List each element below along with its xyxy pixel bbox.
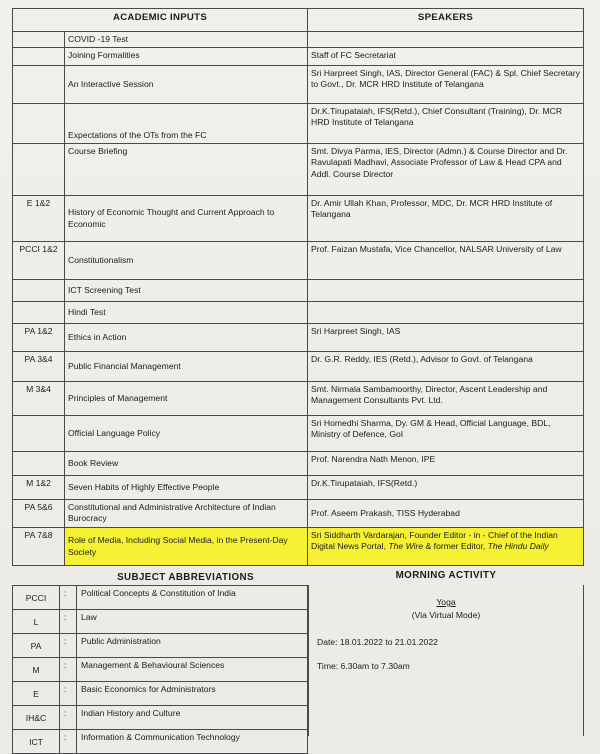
session-speaker: Dr. G.R. Reddy, IES (Retd.), Advisor to Govt. of Telangana [308, 352, 584, 382]
table-row [13, 634, 308, 658]
speaker-text-joiner: & former Editor, [423, 541, 488, 552]
session-topic: Ethics in Action [65, 324, 308, 352]
session-code: PA 5&6 [13, 500, 65, 528]
speakers-header: SPEAKERS [308, 9, 584, 32]
session-topic: Official Language Policy [65, 416, 308, 452]
table-row [13, 144, 584, 196]
speaker-text: Sri Siddharth Vardarajan, Founder Editor - in - Chief of the Indian Digital News Portal, [311, 530, 558, 552]
session-speaker-highlighted [308, 528, 584, 566]
sessions-table [12, 8, 584, 566]
session-topic: Expectations of the OTs from the FC [65, 104, 308, 144]
session-topic: COVID -19 Test [65, 31, 308, 47]
abbr-code: PCCI [13, 586, 60, 610]
session-topic: Principles of Management [65, 382, 308, 416]
session-speaker: Prof. Narendra Nath Menon, IPE [308, 452, 584, 476]
table-row [13, 500, 584, 528]
abbr-colon: : [60, 610, 77, 634]
session-topic: Course Briefing [65, 144, 308, 196]
session-topic-highlighted: Role of Media, Including Social Media, in the Present-Day Society [65, 528, 308, 566]
table-row [13, 352, 584, 382]
table-row [13, 610, 308, 634]
session-topic: ICT Screening Test [65, 280, 308, 302]
abbr-code: E [13, 682, 60, 706]
speaker-paper-name: The Hindu Daily [487, 541, 549, 552]
table-header-row [13, 9, 584, 32]
table-row [13, 66, 584, 104]
table-row [13, 302, 584, 324]
abbr-code: M [13, 658, 60, 682]
abbr-code: L [13, 610, 60, 634]
session-topic: Seven Habits of Highly Effective People [65, 476, 308, 500]
session-topic: Public Financial Management [65, 352, 308, 382]
table-row [13, 476, 584, 500]
abbr-colon: : [60, 682, 77, 706]
session-code: PA 7&8 [13, 528, 65, 566]
table-row [13, 452, 584, 476]
session-code [13, 66, 65, 104]
abbr-meaning: Basic Economics for Administrators [77, 682, 308, 706]
table-row [13, 682, 308, 706]
activity-name: Yoga [436, 597, 456, 607]
table-row [13, 104, 584, 144]
academic-inputs-header: ACADEMIC INPUTS [13, 9, 308, 32]
table-row [13, 48, 584, 66]
session-speaker: Staff of FC Secretariat [308, 48, 584, 66]
session-speaker [308, 280, 584, 302]
activity-time: Time: 6.30am to 7.30am [317, 661, 410, 671]
session-code [13, 31, 65, 47]
session-code: M 1&2 [13, 476, 65, 500]
abbr-colon: : [60, 634, 77, 658]
session-code: M 3&4 [13, 382, 65, 416]
table-row [13, 242, 584, 280]
session-topic: Hindi Test [65, 302, 308, 324]
table-row [13, 706, 308, 730]
abbr-meaning: Indian History and Culture [77, 706, 308, 730]
speaker-portal-name: The Wire [388, 541, 424, 552]
session-topic: Joining Formalities [65, 48, 308, 66]
table-row [13, 730, 308, 754]
session-speaker: Smt. Divya Parma, IES, Director (Admn.) & Course Director and Dr. Ravulapati Madhavi, Associate Professor of Law & Head CPA and Addl. Course Director [308, 144, 584, 196]
abbreviations-table [12, 585, 308, 754]
abbr-colon: : [60, 586, 77, 610]
abbr-colon: : [60, 730, 77, 754]
session-speaker: Prof. Faizan Mustafa, Vice Chancellor, NALSAR University of Law [308, 242, 584, 280]
activity-mode: (Via Virtual Mode) [411, 610, 481, 620]
session-speaker: Sri Homedhi Sharma, Dy. GM & Head, Official Language, BDL, Ministry of Defence, GoI [308, 416, 584, 452]
session-speaker: Sri Harpreet Singh, IAS [308, 324, 584, 352]
session-speaker: Dr.K.Tirupataiah, IFS(Retd.), Chief Consultant (Training), Dr. MCR HRD Institute of Telangana [308, 104, 584, 144]
session-code [13, 416, 65, 452]
abbr-code: ICT [13, 730, 60, 754]
session-topic: An Interactive Session [65, 66, 308, 104]
abbr-meaning: Political Concepts & Constitution of India [77, 586, 308, 610]
table-row [13, 416, 584, 452]
subject-abbreviations-title: SUBJECT ABBREVIATIONS [117, 572, 254, 583]
session-topic: Constitutionalism [65, 242, 308, 280]
morning-activity-title: MORNING ACTIVITY [395, 570, 497, 581]
abbr-meaning: Public Administration [77, 634, 308, 658]
session-speaker: Prof. Aseem Prakash, TISS Hyderabad [308, 500, 584, 528]
session-code: E 1&2 [13, 196, 65, 242]
session-code [13, 280, 65, 302]
session-topic: History of Economic Thought and Current Approach to Economic [65, 196, 308, 242]
abbr-meaning: Law [77, 610, 308, 634]
session-code [13, 104, 65, 144]
session-speaker: Sri Harpreet Singh, IAS, Director General (FAC) & Spl. Chief Secretary to Govt., Dr. MCR HRD Institute of Telangana [308, 66, 584, 104]
table-row [13, 586, 308, 610]
abbr-code: IH&C [13, 706, 60, 730]
table-row [13, 324, 584, 352]
session-code [13, 452, 65, 476]
table-row [13, 196, 584, 242]
session-speaker [308, 302, 584, 324]
table-row [13, 31, 584, 47]
session-code [13, 48, 65, 66]
session-topic: Book Review [65, 452, 308, 476]
abbr-colon: : [60, 706, 77, 730]
abbr-meaning: Information & Communication Technology [77, 730, 308, 754]
session-code: PA 3&4 [13, 352, 65, 382]
session-code [13, 302, 65, 324]
table-row-highlighted [13, 528, 584, 566]
session-speaker: Smt. Nirmala Sambamoorthy, Director, Ascent Leadership and Management Consultants Pvt. Ltd. [308, 382, 584, 416]
activity-date: Date: 18.01.2022 to 21.01.2022 [317, 637, 438, 647]
session-topic: Constitutional and Administrative Architecture of Indian Burocracy [65, 500, 308, 528]
session-speaker [308, 31, 584, 47]
session-code [13, 144, 65, 196]
table-row [13, 658, 308, 682]
table-row [13, 382, 584, 416]
session-speaker: Dr. Amir Ullah Khan, Professor, MDC, Dr. MCR HRD Institute of Telangana [308, 196, 584, 242]
abbr-code: PA [13, 634, 60, 658]
session-speaker: Dr.K.Tirupataiah, IFS(Retd.) [308, 476, 584, 500]
abbr-meaning: Management & Behavioural Sciences [77, 658, 308, 682]
table-row [13, 280, 584, 302]
morning-activity-panel [308, 585, 584, 736]
session-code: PCCI 1&2 [13, 242, 65, 280]
abbr-colon: : [60, 658, 77, 682]
session-code: PA 1&2 [13, 324, 65, 352]
